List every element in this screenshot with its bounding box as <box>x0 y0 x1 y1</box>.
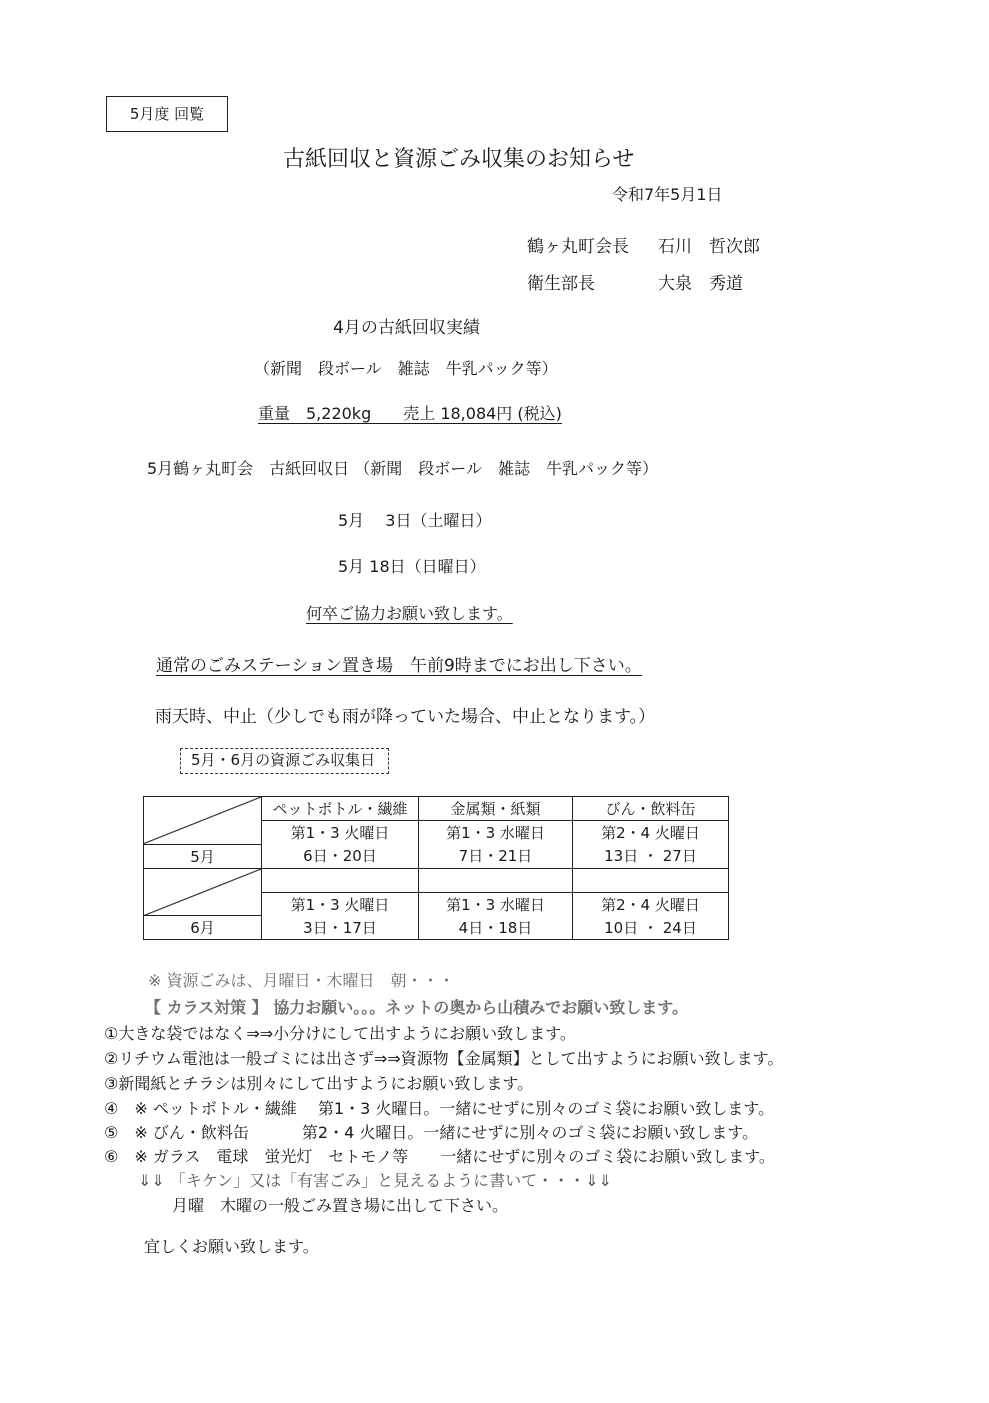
date-cell: 7日・21日 <box>419 844 573 868</box>
may-date-1: 5月 3日（土曜日） <box>338 511 492 530</box>
corner-cell-1 <box>144 797 262 845</box>
note-item-3: ③新聞紙とチラシは別々にして出すようにお願い致します。 <box>104 1074 534 1093</box>
date-cell: 4日・18日 <box>419 916 573 940</box>
column-header: ペットボトル・繊維 <box>262 797 419 821</box>
general-waste-note: 月曜 木曜の一般ごみ置き場に出して下さい。 <box>172 1196 509 1215</box>
month-cell: 5月 <box>144 844 262 868</box>
note-item-4: ④ ※ ペットボトル・繊維 第1・3 火曜日。一緒にせずに別々のゴミ袋にお願い致します。 <box>104 1099 775 1118</box>
hazard-note: ⇓⇓ 「キケン」又は「有害ごみ」と見えるように書いて・・・⇓⇓ <box>138 1171 612 1190</box>
month-cell: 6月 <box>144 916 262 940</box>
note-item-1: ①大きな袋ではなく⇒⇒小分けにして出すようにお願い致します。 <box>104 1024 576 1043</box>
table-spacer-row <box>144 868 729 892</box>
signer-name-2: 大泉 秀道 <box>658 274 743 294</box>
schedule-table <box>143 796 729 940</box>
circular-tag: 5月度 回覧 <box>106 96 228 132</box>
april-items: （新聞 段ボール 雑誌 牛乳パック等） <box>254 359 558 378</box>
rain-text: 雨天時、中止（少しでも雨が降っていた場合、中止となります。） <box>155 707 656 727</box>
date-cell: 10日 ・ 24日 <box>573 916 729 940</box>
date-cell: 3日・17日 <box>262 916 419 940</box>
corner-cell-2 <box>144 868 262 916</box>
weekday-cell: 第1・3 火曜日 <box>262 892 419 916</box>
weekday-cell: 第2・4 火曜日 <box>573 821 729 845</box>
schedule-label-box: 5月・6月の資源ごみ収集日 <box>180 748 389 774</box>
note-item-5: ⑤ ※ びん・飲料缶 第2・4 火曜日。一緒にせずに別々のゴミ袋にお願い致します。 <box>104 1123 759 1142</box>
april-heading: 4月の古紙回収実績 <box>333 318 480 338</box>
weekday-cell: 第1・3 火曜日 <box>262 821 419 845</box>
station-text: 通常のごみステーション置き場 午前9時までにお出し下さい。 <box>156 656 642 676</box>
empty-cell <box>262 868 419 892</box>
date-cell: 13日 ・ 27日 <box>573 844 729 868</box>
may-heading: 5月鶴ヶ丸町会 古紙回収日 （新聞 段ボール 雑誌 牛乳パック等） <box>147 459 658 478</box>
column-header: 金属類・紙類 <box>419 797 573 821</box>
table-header-row <box>144 797 729 821</box>
column-header: びん・飲料缶 <box>573 797 729 821</box>
signer-name-1: 石川 哲次郎 <box>658 237 760 257</box>
diagonal-line <box>144 797 261 844</box>
note-item-6: ⑥ ※ ガラス 電球 蛍光灯 セトモノ等 一緒にせずに別々のゴミ袋にお願い致します。 <box>104 1147 775 1166</box>
empty-cell <box>419 868 573 892</box>
closing-text: 宜しくお願い致します。 <box>144 1237 319 1256</box>
diagonal-line <box>144 869 261 916</box>
weekday-cell: 第1・3 水曜日 <box>419 821 573 845</box>
table-row <box>144 916 729 940</box>
empty-cell <box>573 868 729 892</box>
note-item-2: ②リチウム電池は一般ゴミには出さず⇒⇒資源物【金属類】として出すようにお願い致します。 <box>104 1049 784 1068</box>
signer-role-1: 鶴ヶ丸町会長 <box>527 237 629 257</box>
weekday-cell: 第1・3 水曜日 <box>419 892 573 916</box>
request-text: 何卒ご協力お願い致します。 <box>306 604 513 623</box>
page-title: 古紙回収と資源ごみ収集のお知らせ <box>283 147 635 172</box>
signer-role-2: 衛生部長 <box>527 274 595 294</box>
table-row <box>144 844 729 868</box>
issue-date: 令和7年5月1日 <box>612 185 723 204</box>
note-crow: 【 カラス対策 】 協力お願い。。。ネットの奥から山積みでお願い致します。 <box>145 998 688 1017</box>
note-resource-days: ※ 資源ごみは、月曜日・木曜日 朝・・・ <box>148 971 455 990</box>
may-date-2: 5月 18日（日曜日） <box>338 557 486 576</box>
april-result: 重量 5,220kg 売上 18,084円 (税込) <box>258 404 562 423</box>
weekday-cell: 第2・4 火曜日 <box>573 892 729 916</box>
date-cell: 6日・20日 <box>262 844 419 868</box>
